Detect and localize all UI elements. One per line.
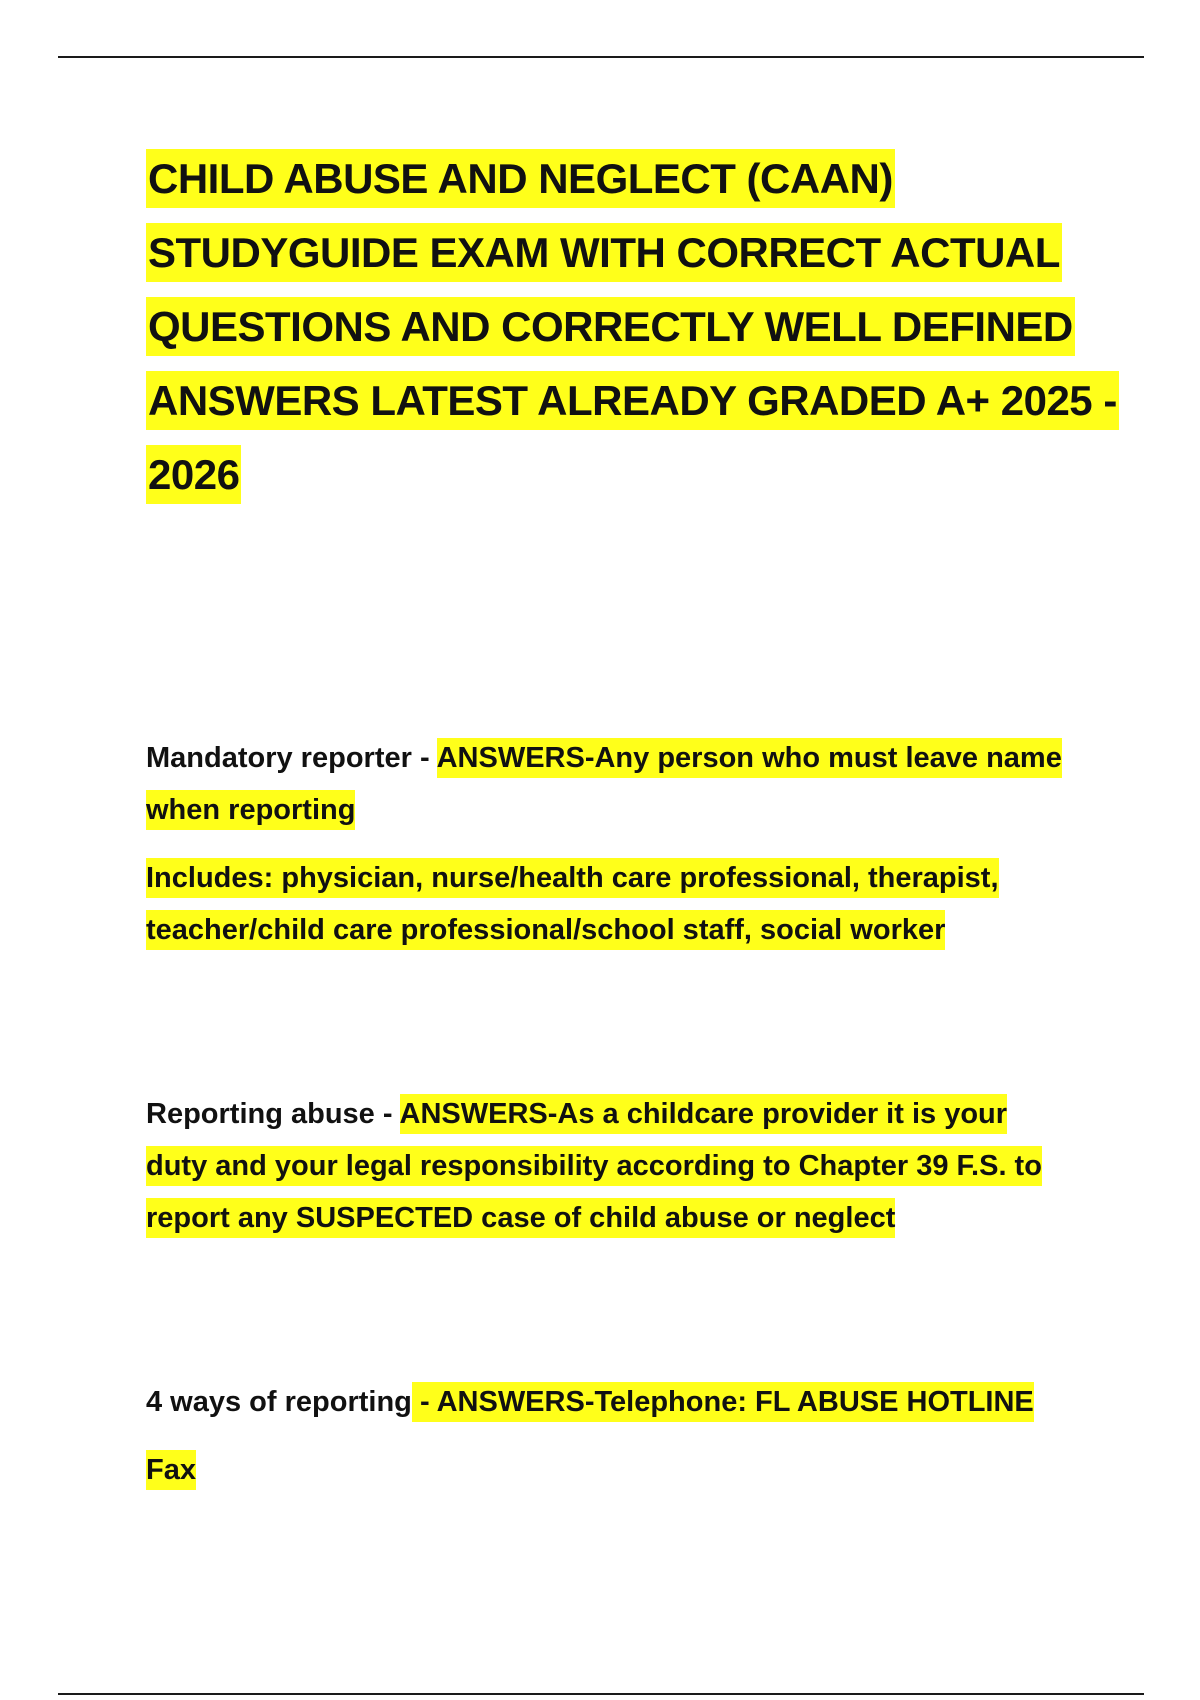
document-title bbox=[146, 142, 1156, 512]
top-divider bbox=[58, 56, 1144, 58]
title-highlight: CHILD ABUSE AND NEGLECT (CAAN) STUDYGUIDE EXAM WITH CORRECT ACTUAL QUESTIONS AND CORRECTLY WELL DEFINED ANSWERS LATEST ALREADY GRADED A+ 2025 - 2026 bbox=[146, 149, 1119, 504]
qa-extra bbox=[146, 1444, 1066, 1496]
bottom-divider bbox=[58, 1693, 1144, 1695]
qa-extra bbox=[146, 852, 1066, 956]
qa-item-ways-of-reporting bbox=[146, 1376, 1066, 1496]
qa-term: Reporting abuse - bbox=[146, 1098, 400, 1130]
qa-term: Mandatory reporter - bbox=[146, 742, 437, 774]
qa-extra-text: Fax bbox=[146, 1450, 196, 1490]
qa-item-reporting-abuse bbox=[146, 1088, 1066, 1244]
qa-term: 4 ways of reporting bbox=[146, 1386, 412, 1418]
qa-extra-text: Includes: physician, nurse/health care professional, therapist, teacher/child care professional/school staff, social worker bbox=[146, 858, 999, 950]
qa-row bbox=[146, 732, 1066, 836]
qa-item-mandatory-reporter bbox=[146, 732, 1066, 956]
qa-row bbox=[146, 1376, 1066, 1428]
qa-answer: ANSWERS-As a childcare provider it is your duty and your legal responsibility according to Chapter 39 F.S. to report any SUSPECTED case of child abuse or neglect bbox=[146, 1094, 1042, 1238]
qa-answer: - ANSWERS-Telephone: FL ABUSE HOTLINE bbox=[412, 1382, 1034, 1422]
qa-row bbox=[146, 1088, 1066, 1244]
qa-answer: ANSWERS-Any person who must leave name when reporting bbox=[146, 738, 1062, 830]
